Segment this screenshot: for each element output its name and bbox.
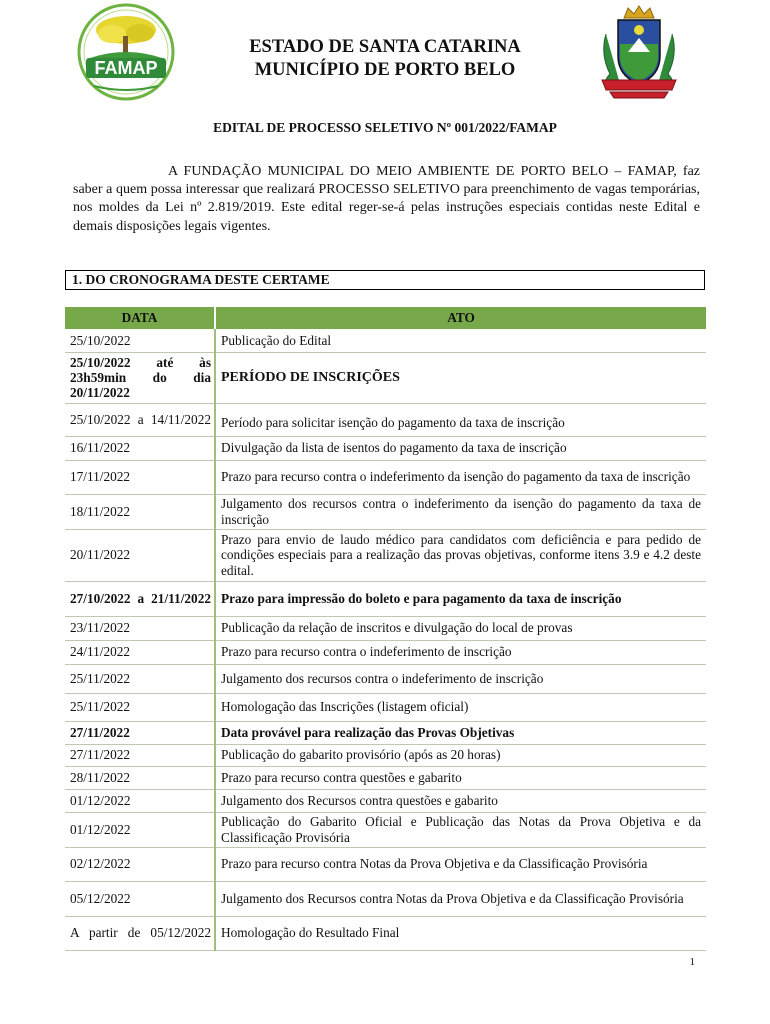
table-row (65, 744, 706, 766)
edital-title: EDITAL DE PROCESSO SELETIVO Nº 001/2022/FAMAP (213, 120, 557, 135)
row-act: PERÍODO DE INSCRIÇÕES (215, 352, 706, 403)
coat-of-arms-icon (598, 4, 680, 100)
table-row (65, 789, 706, 812)
row-date: 01/12/2022 (65, 812, 215, 847)
row-date: 27/11/2022 (65, 744, 215, 766)
table-row (65, 916, 706, 950)
page-header (0, 0, 770, 110)
table-row (65, 494, 706, 529)
section-title: 1. DO CRONOGRAMA DESTE CERTAME (65, 270, 705, 290)
table-row (65, 436, 706, 460)
row-act: Prazo para recurso contra o indeferimento da isenção do pagamento da taxa de inscrição (215, 460, 706, 494)
header-date: DATA (65, 307, 215, 329)
famap-logo (72, 2, 180, 102)
row-date: 05/12/2022 (65, 881, 215, 916)
row-act: Data provável para realização das Provas Objetivas (215, 721, 706, 744)
row-act: Julgamento dos recursos contra o indeferimento da isenção do pagamento da taxa de inscrição (215, 494, 706, 529)
schedule-table (65, 307, 706, 951)
row-act: Julgamento dos recursos contra o indeferimento de inscrição (215, 664, 706, 693)
row-act: Publicação do Edital (215, 329, 706, 352)
table-row (65, 693, 706, 721)
row-date: 17/11/2022 (65, 460, 215, 494)
row-date: 16/11/2022 (65, 436, 215, 460)
row-act: Prazo para envio de laudo médico para candidatos com deficiência e para pedido de condições especiais para a realização das provas objetivas, conforme itens 3.9 e 4.2 deste edital. (215, 529, 706, 581)
row-act: Publicação do gabarito provisório (após as 20 horas) (215, 744, 706, 766)
table-row (65, 352, 706, 403)
row-date: 24/11/2022 (65, 640, 215, 664)
row-act: Julgamento dos Recursos contra Notas da Prova Objetiva e da Classificação Provisória (215, 881, 706, 916)
row-act: Prazo para recurso contra Notas da Prova Objetiva e da Classificação Provisória (215, 847, 706, 881)
header-title (200, 36, 570, 82)
row-date: 25/10/2022 a 14/11/2022 (65, 403, 215, 436)
table-row (65, 581, 706, 616)
municipality-name: MUNICÍPIO DE PORTO BELO (254, 60, 516, 80)
row-act: Período para solicitar isenção do pagamento da taxa de inscrição (215, 403, 706, 436)
row-act: Homologação das Inscrições (listagem oficial) (215, 693, 706, 721)
table-row (65, 881, 706, 916)
table-header-row (65, 307, 706, 329)
row-date: 25/11/2022 (65, 664, 215, 693)
table-row (65, 664, 706, 693)
table-row (65, 403, 706, 436)
row-date: 20/11/2022 (65, 529, 215, 581)
row-act: Homologação do Resultado Final (215, 916, 706, 950)
row-act: Publicação do Gabarito Oficial e Publicação das Notas da Prova Objetiva e da Classificação Provisória (215, 812, 706, 847)
row-act: Prazo para recurso contra questões e gabarito (215, 766, 706, 789)
row-date: A partir de 05/12/2022 (65, 916, 215, 950)
row-date: 18/11/2022 (65, 494, 215, 529)
row-act: Prazo para impressão do boleto e para pagamento da taxa de inscrição (215, 581, 706, 616)
table-row (65, 460, 706, 494)
table-row (65, 847, 706, 881)
famap-logo-text: FAMAP (94, 58, 158, 78)
state-name: ESTADO DE SANTA CATARINA (249, 37, 521, 57)
row-date: 27/10/2022 a 21/11/2022 (65, 581, 215, 616)
intro-paragraph: A FUNDAÇÃO MUNICIPAL DO MEIO AMBIENTE DE PORTO BELO – FAMAP, faz saber a quem possa interessar que realizará PROCESSO SELETIVO para preenchimento de vagas temporárias, nos moldes da Lei nº 2.819/2019. Este edital reger-se-á pelas instruções especiais contidas neste Edital e demais disposições legais vigentes. (73, 164, 700, 234)
row-date: 02/12/2022 (65, 847, 215, 881)
row-act: Prazo para recurso contra o indeferimento de inscrição (215, 640, 706, 664)
row-date: 01/12/2022 (65, 789, 215, 812)
row-act: Julgamento dos Recursos contra questões e gabarito (215, 789, 706, 812)
row-date: 25/10/2022 até às 23h59min do dia 20/11/2022 (65, 352, 215, 403)
row-date: 25/10/2022 (65, 329, 215, 352)
table-row (65, 529, 706, 581)
table-row (65, 329, 706, 352)
table-row (65, 616, 706, 640)
table-row (65, 640, 706, 664)
row-act: Publicação da relação de inscritos e divulgação do local de provas (215, 616, 706, 640)
page-number: 1 (689, 956, 695, 968)
table-row (65, 812, 706, 847)
row-date: 28/11/2022 (65, 766, 215, 789)
row-act: Divulgação da lista de isentos do pagamento da taxa de inscrição (215, 436, 706, 460)
row-date: 25/11/2022 (65, 693, 215, 721)
row-date: 23/11/2022 (65, 616, 215, 640)
header-act: ATO (215, 307, 706, 329)
table-row (65, 721, 706, 744)
row-date: 27/11/2022 (65, 721, 215, 744)
table-row (65, 766, 706, 789)
